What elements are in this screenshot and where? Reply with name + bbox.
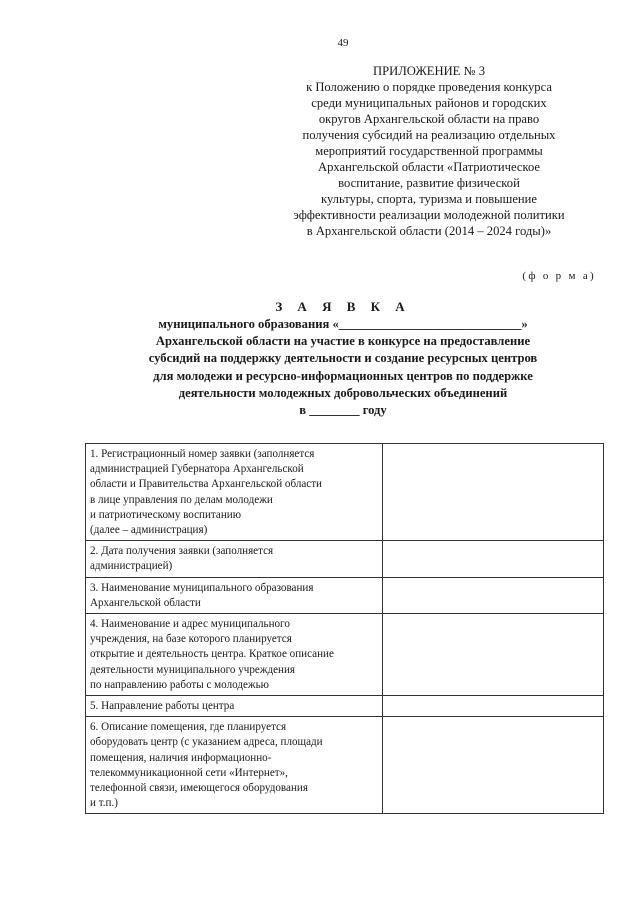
appendix-line: получения субсидий на реализацию отдельных xyxy=(302,128,556,142)
question-text: Архангельской области xyxy=(90,596,201,609)
appendix-line: воспитание, развитие физической xyxy=(338,176,520,190)
subtitle-line: субсидий на поддержку деятельности и создание ресурсных центров xyxy=(148,351,538,366)
answer-cell[interactable] xyxy=(383,541,604,577)
question-text: 4. Наименование и адрес муниципального xyxy=(90,618,290,631)
table-row xyxy=(86,614,604,696)
question-cell xyxy=(86,577,383,613)
answer-cell[interactable] xyxy=(383,577,604,613)
question-text: деятельности муниципального учреждения xyxy=(90,663,296,676)
question-cell xyxy=(86,717,383,814)
subtitle-line: Архангельской области на участие в конкурсе на предоставление xyxy=(155,334,531,349)
table-row xyxy=(86,444,604,541)
question-cell xyxy=(86,696,383,717)
appendix-line: к Положению о порядке проведения конкурса xyxy=(306,80,552,94)
question-cell xyxy=(86,444,383,541)
document-title: З А Я В К А xyxy=(275,299,411,314)
appendix-line: среди муниципальных районов и городских xyxy=(311,96,547,110)
document-subtitle xyxy=(80,316,606,419)
question-text: (далее – администрация) xyxy=(90,524,208,537)
appendix-header xyxy=(262,63,596,239)
appendix-line: Архангельской области «Патриотическое xyxy=(317,160,541,174)
subtitle-line: в ________ году xyxy=(299,403,387,418)
question-cell xyxy=(86,614,383,696)
table-row xyxy=(86,577,604,613)
appendix-line: эффективности реализации молодежной политики xyxy=(293,208,565,222)
answer-cell[interactable] xyxy=(383,614,604,696)
question-text: телефонной связи, имеющегося оборудования xyxy=(90,782,308,795)
subtitle-line: для молодежи и ресурсно-информационных центров по поддержке xyxy=(153,368,533,383)
question-text: 3. Наименование муниципального образования xyxy=(90,581,314,594)
appendix-title: ПРИЛОЖЕНИЕ № 3 xyxy=(373,64,485,78)
table-row xyxy=(86,717,604,814)
answer-cell[interactable] xyxy=(383,696,604,717)
question-cell xyxy=(86,541,383,577)
subtitle-line: муниципального образования «_____________________________» xyxy=(158,317,528,331)
appendix-line: в Архангельской области (2014 – 2024 годы)» xyxy=(306,224,552,238)
application-form-table xyxy=(85,443,604,814)
question-text: по направлению работы с молодежью xyxy=(90,678,269,691)
question-text: учреждения, на базе которого планируется xyxy=(90,633,292,646)
question-text: помещения, наличия информационно- xyxy=(90,751,272,764)
question-text: и т.п.) xyxy=(90,797,118,810)
appendix-line: округов Архангельской области на право xyxy=(318,112,540,126)
appendix-line: мероприятий государственной программы xyxy=(315,144,543,158)
question-text: оборудовать центр (с указанием адреса, площади xyxy=(90,736,323,749)
question-text: области и Правительства Архангельской области xyxy=(90,478,322,491)
answer-cell[interactable] xyxy=(383,444,604,541)
table-row xyxy=(86,696,604,717)
table-row xyxy=(86,541,604,577)
answer-cell[interactable] xyxy=(383,717,604,814)
question-text: 2. Дата получения заявки (заполняется xyxy=(90,545,274,558)
question-text: 6. Описание помещения, где планируется xyxy=(90,721,287,734)
question-text: в лице управления по делам молодежи xyxy=(90,493,273,506)
appendix-line: культуры, спорта, туризма и повышение xyxy=(321,192,537,206)
question-text: телекоммуникационной сети «Интернет», xyxy=(90,766,288,779)
question-text: администрацией) xyxy=(90,560,173,573)
question-text: администрацией Губернатора Архангельской xyxy=(90,463,304,476)
form-label: (ф о р м а) xyxy=(522,270,596,282)
question-text: и патриотическому воспитанию xyxy=(90,508,241,521)
page-number: 49 xyxy=(337,37,349,49)
question-text: 5. Направление работы центра xyxy=(90,700,235,713)
subtitle-line: деятельности молодежных добровольческих объединений xyxy=(178,385,508,400)
question-text: открытие и деятельность центра. Краткое описание xyxy=(90,648,334,661)
question-text: 1. Регистрационный номер заявки (заполняется xyxy=(90,448,315,460)
